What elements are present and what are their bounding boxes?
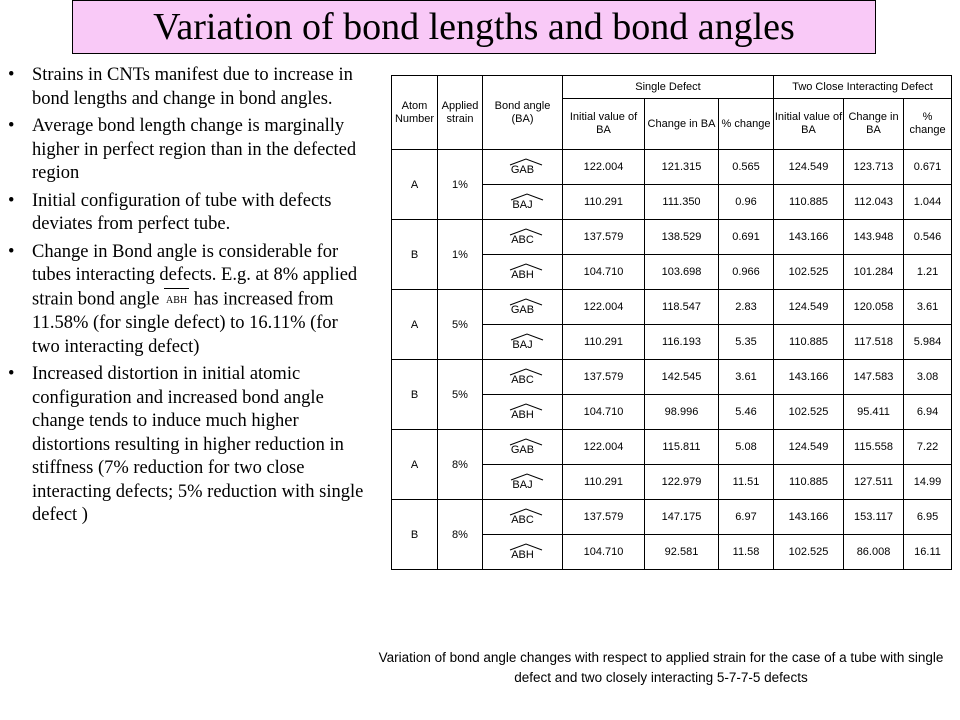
pct1-cell: 5.35 xyxy=(719,325,774,360)
angle-caret-icon xyxy=(509,158,543,166)
angle-caret-icon xyxy=(509,403,543,411)
init1-cell: 122.004 xyxy=(563,290,645,325)
bond-angle-label: ABH xyxy=(511,269,534,281)
header-two-defect: Two Close Interacting Defect xyxy=(774,76,952,99)
pct2-cell: 6.95 xyxy=(904,500,952,535)
angle-caret-icon xyxy=(509,228,543,236)
init1-cell: 137.579 xyxy=(563,500,645,535)
pct2-cell: 14.99 xyxy=(904,465,952,500)
bond-angle-cell xyxy=(483,185,563,220)
bond-angle-label: BAJ xyxy=(512,199,533,211)
atom-cell: B xyxy=(392,500,438,570)
header-single-defect: Single Defect xyxy=(563,76,774,99)
bond-angle-label: GAB xyxy=(510,164,535,176)
header-strain: Applied strain xyxy=(438,76,483,150)
init1-cell: 110.291 xyxy=(563,185,645,220)
header-init2: Initial value of BA xyxy=(774,99,844,150)
change1-cell: 118.547 xyxy=(645,290,719,325)
init2-cell: 143.166 xyxy=(774,360,844,395)
bond-angle-cell xyxy=(483,395,563,430)
change2-cell: 95.411 xyxy=(844,395,904,430)
init2-cell: 102.525 xyxy=(774,255,844,290)
angle-caret-icon xyxy=(509,438,543,446)
header-init1: Initial value of BA xyxy=(563,99,645,150)
change1-cell: 147.175 xyxy=(645,500,719,535)
bullet-item: • Strains in CNTs manifest due to increase in bond lengths and change in bond angles. xyxy=(8,65,353,109)
init2-cell: 124.549 xyxy=(774,150,844,185)
pct1-cell: 2.83 xyxy=(719,290,774,325)
init1-cell: 104.710 xyxy=(563,535,645,570)
angle-caret-icon xyxy=(509,263,543,271)
pct1-cell: 11.51 xyxy=(719,465,774,500)
bullet-text: Increased distortion in initial atomic configuration and increased bond angle change tends to induce much higher distortions resulting in higher reduction in stiffness (7% reduction for two close interacting defects; 5% reduction with single defect ) xyxy=(32,364,364,525)
strain-cell: 8% xyxy=(438,500,483,570)
change2-cell: 120.058 xyxy=(844,290,904,325)
table-row xyxy=(392,290,952,325)
title-box xyxy=(72,0,876,54)
atom-cell: A xyxy=(392,290,438,360)
pct2-cell: 0.546 xyxy=(904,220,952,255)
table-caption: Variation of bond angle changes with respect to applied strain for the case of a tube with single defect and two closely interacting 5-7-7-5 defects xyxy=(378,650,944,685)
strain-cell: 5% xyxy=(438,360,483,430)
change1-cell: 92.581 xyxy=(645,535,719,570)
bond-angle-cell xyxy=(483,255,563,290)
bond-angle-cell xyxy=(483,150,563,185)
init2-cell: 110.885 xyxy=(774,465,844,500)
change1-cell: 138.529 xyxy=(645,220,719,255)
bond-angle-cell xyxy=(483,290,563,325)
bond-angle-cell xyxy=(483,465,563,500)
init2-cell: 143.166 xyxy=(774,500,844,535)
strain-cell: 5% xyxy=(438,290,483,360)
change1-cell: 116.193 xyxy=(645,325,719,360)
init1-cell: 104.710 xyxy=(563,255,645,290)
bond-angle-label: BAJ xyxy=(512,479,533,491)
strain-cell: 8% xyxy=(438,430,483,500)
init2-cell: 102.525 xyxy=(774,535,844,570)
bullet-list xyxy=(6,64,368,532)
pct1-cell: 0.96 xyxy=(719,185,774,220)
bond-angle-cell xyxy=(483,430,563,465)
change1-cell: 121.315 xyxy=(645,150,719,185)
change2-cell: 112.043 xyxy=(844,185,904,220)
bullet-item: • Average bond length change is marginally higher in perfect region than in the defected region xyxy=(8,116,357,183)
bond-angle-label: BAJ xyxy=(512,339,533,351)
change2-cell: 115.558 xyxy=(844,430,904,465)
change1-cell: 98.996 xyxy=(645,395,719,430)
angle-caret-icon xyxy=(510,473,544,481)
bond-angle-label: ABC xyxy=(511,374,534,386)
angle-caret-icon xyxy=(509,298,543,306)
init1-cell: 122.004 xyxy=(563,150,645,185)
init2-cell: 124.549 xyxy=(774,290,844,325)
bond-angle-label: GAB xyxy=(510,444,535,456)
table-row xyxy=(392,500,952,535)
pct2-cell: 0.671 xyxy=(904,150,952,185)
table-row xyxy=(392,150,952,185)
bond-angle-table xyxy=(391,75,952,570)
pct2-cell: 6.94 xyxy=(904,395,952,430)
change2-cell: 147.583 xyxy=(844,360,904,395)
init2-cell: 110.885 xyxy=(774,325,844,360)
init1-cell: 137.579 xyxy=(563,220,645,255)
change2-cell: 143.948 xyxy=(844,220,904,255)
change2-cell: 117.518 xyxy=(844,325,904,360)
pct1-cell: 11.58 xyxy=(719,535,774,570)
strain-cell: 1% xyxy=(438,220,483,290)
pct1-cell: 0.565 xyxy=(719,150,774,185)
bond-angle-label: ABH xyxy=(511,549,534,561)
header-atom: Atom Number xyxy=(392,76,438,150)
table-row xyxy=(392,430,952,465)
change2-cell: 127.511 xyxy=(844,465,904,500)
atom-cell: B xyxy=(392,220,438,290)
bond-angle-cell xyxy=(483,220,563,255)
bullet-item: • Change in Bond angle is considerable for tubes interacting defects. E.g. at 8% applied strain bond angle ABH has increased from 11.58% (for single defect) to 16.11% (for two interacting defect) xyxy=(8,241,358,357)
init2-cell: 102.525 xyxy=(774,395,844,430)
header-angle: Bond angle (BA) xyxy=(483,76,563,150)
init2-cell: 124.549 xyxy=(774,430,844,465)
pct2-cell: 7.22 xyxy=(904,430,952,465)
pct1-cell: 0.691 xyxy=(719,220,774,255)
pct1-cell: 3.61 xyxy=(719,360,774,395)
header-pct1: % change xyxy=(719,99,774,150)
bullet-text: Initial configuration of tube with defects deviates from perfect tube. xyxy=(32,190,332,234)
bond-angle-label: ABC xyxy=(511,234,534,246)
pct1-cell: 5.08 xyxy=(719,430,774,465)
bullet-text: Change in Bond angle is considerable for tubes interacting defects. E.g. at 8% applied strain bond angle xyxy=(32,241,358,309)
pct1-cell: 0.966 xyxy=(719,255,774,290)
bond-angle-cell xyxy=(483,535,563,570)
bond-angle-symbol: ABH xyxy=(164,288,189,313)
bullet-text: Average bond length change is marginally higher in perfect region than in the defected region xyxy=(32,116,357,183)
pct1-cell: 5.46 xyxy=(719,395,774,430)
init1-cell: 122.004 xyxy=(563,430,645,465)
bond-angle-label: ABH xyxy=(511,409,534,421)
change2-cell: 86.008 xyxy=(844,535,904,570)
change1-cell: 122.979 xyxy=(645,465,719,500)
pct2-cell: 1.044 xyxy=(904,185,952,220)
init2-cell: 110.885 xyxy=(774,185,844,220)
change1-cell: 111.350 xyxy=(645,185,719,220)
init1-cell: 137.579 xyxy=(563,360,645,395)
pct2-cell: 3.08 xyxy=(904,360,952,395)
strain-cell: 1% xyxy=(438,150,483,220)
table-row xyxy=(392,220,952,255)
bullet-item: • Increased distortion in initial atomic configuration and increased bond angle change tends to induce much higher distortions resulting in higher reduction in stiffness (7% reduction for two close interacting defects; 5% reduction with single defect ) xyxy=(8,364,364,525)
init1-cell: 104.710 xyxy=(563,395,645,430)
table-row xyxy=(392,360,952,395)
change2-cell: 123.713 xyxy=(844,150,904,185)
atom-cell: B xyxy=(392,360,438,430)
header-change1: Change in BA xyxy=(645,99,719,150)
change2-cell: 153.117 xyxy=(844,500,904,535)
table-body xyxy=(392,150,952,570)
bond-angle-cell xyxy=(483,500,563,535)
bond-angle-cell xyxy=(483,325,563,360)
bullet-item: • Initial configuration of tube with defects deviates from perfect tube. xyxy=(8,190,332,234)
pct1-cell: 6.97 xyxy=(719,500,774,535)
angle-caret-icon xyxy=(510,193,544,201)
bullet-text: has increased from 11.58% (for single defect) to 16.11% (for two interacting defect) xyxy=(32,289,338,357)
header-change2: Change in BA xyxy=(844,99,904,150)
angle-caret-icon xyxy=(509,508,543,516)
atom-cell: A xyxy=(392,150,438,220)
pct2-cell: 3.61 xyxy=(904,290,952,325)
angle-caret-icon xyxy=(510,333,544,341)
init2-cell: 143.166 xyxy=(774,220,844,255)
pct2-cell: 1.21 xyxy=(904,255,952,290)
init1-cell: 110.291 xyxy=(563,465,645,500)
angle-caret-icon xyxy=(509,368,543,376)
atom-cell: A xyxy=(392,430,438,500)
angle-caret-icon xyxy=(509,543,543,551)
init1-cell: 110.291 xyxy=(563,325,645,360)
change1-cell: 103.698 xyxy=(645,255,719,290)
bullet-text: Strains in CNTs manifest due to increase in bond lengths and change in bond angles. xyxy=(32,65,353,109)
change1-cell: 142.545 xyxy=(645,360,719,395)
bond-angle-cell xyxy=(483,360,563,395)
bond-angle-label: ABC xyxy=(511,514,534,526)
change1-cell: 115.811 xyxy=(645,430,719,465)
header-pct2: % change xyxy=(904,99,952,150)
page-title: Variation of bond lengths and bond angles xyxy=(153,6,795,48)
change2-cell: 101.284 xyxy=(844,255,904,290)
pct2-cell: 16.11 xyxy=(904,535,952,570)
bond-angle-label: GAB xyxy=(510,304,535,316)
pct2-cell: 5.984 xyxy=(904,325,952,360)
